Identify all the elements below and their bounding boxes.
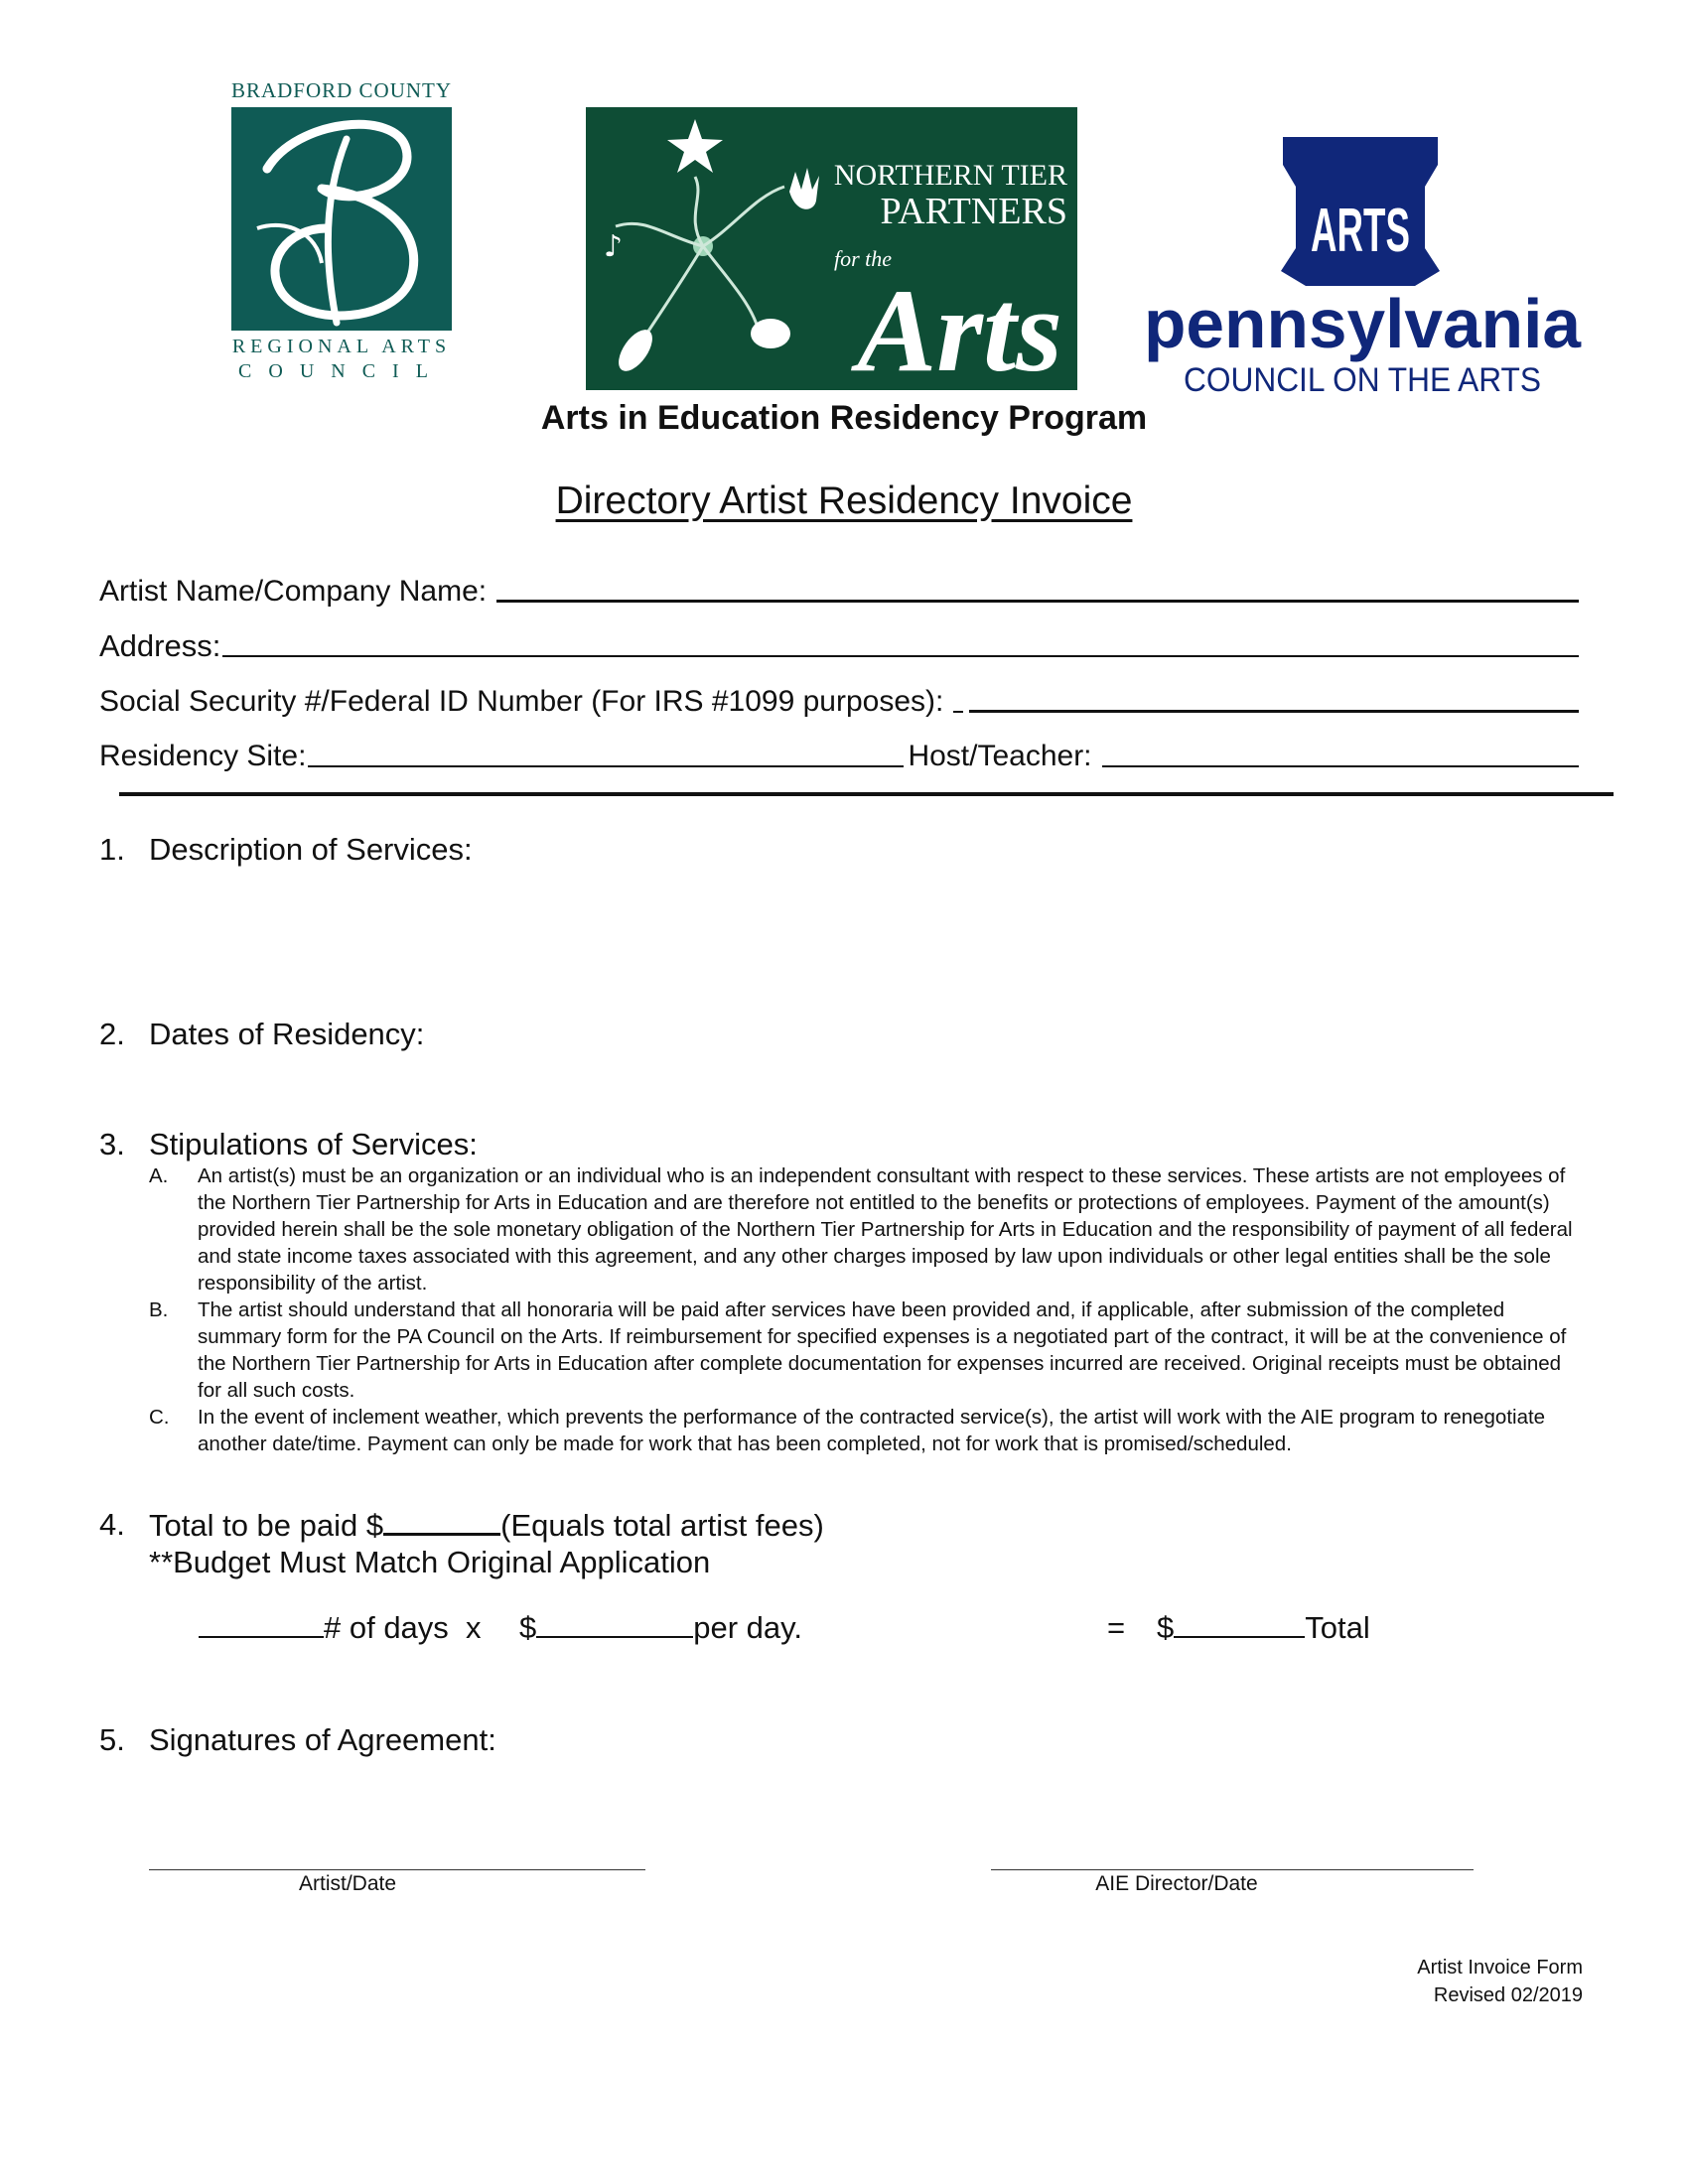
stipulation-b-letter: B. (149, 1298, 169, 1321)
section-5-number: 5. (99, 1722, 125, 1757)
palette-icon (751, 319, 790, 348)
address-row (99, 617, 1579, 663)
address-label: Address: (99, 628, 221, 663)
total-paid-line (149, 1507, 824, 1544)
ntp-line3: for the (834, 246, 893, 271)
days-label: # of days (324, 1610, 449, 1645)
total-paid-prefix: Total to be paid $ (149, 1508, 384, 1543)
footer-form-name: Artist Invoice Form (1417, 1957, 1583, 1979)
rate-dollar: $ (519, 1610, 537, 1645)
days-field[interactable] (199, 1610, 324, 1638)
per-day-label: per day. (693, 1610, 802, 1645)
section-5-title: Signatures of Agreement: (149, 1722, 496, 1757)
northern-tier-partners-logo (586, 107, 1077, 390)
total-paid-suffix: (Equals total artist fees) (500, 1508, 824, 1543)
artist-name-label: Artist Name/Company Name: (99, 575, 488, 608)
header-divider (119, 792, 1614, 796)
ntp-arts-word: Arts (857, 264, 1062, 390)
stipulation-a-text: An artist(s) must be an organization or an individual who is an independent consultant with respect to these services. These artists are not employees of the Northern Tier Partnership for Arts in Education and are therefore not entitled to the benefits or protections of employees. Payment of the amount(s) provided herein shall be the sole monetary obligation of the Northern Tier Partnership for Arts in Education and the responsibility of payment of all federal and state income taxes associated with this agreement, and any other charges imposed by law upon individuals or other legal entities shall be the sole responsibility of the artist. (198, 1164, 1573, 1295)
director-signature-line[interactable] (991, 1869, 1474, 1870)
per-day-line (519, 1610, 802, 1646)
residency-site-label: Residency Site: (99, 740, 307, 772)
total-label: Total (1305, 1610, 1370, 1645)
bradford-logo-top-text: BRADFORD COUNTY (230, 79, 453, 102)
pca-sub-text: COUNCIL ON THE ARTS (1184, 361, 1541, 395)
ssn-field-dash (953, 711, 963, 713)
total-line (1157, 1610, 1370, 1646)
days-line (199, 1610, 449, 1646)
host-teacher-label: Host/Teacher: (908, 740, 1092, 772)
music-note-icon: ♪ (604, 229, 624, 264)
footer-revision: Revised 02/2019 (1433, 1984, 1583, 2006)
host-teacher-field[interactable] (1102, 765, 1579, 767)
total-field[interactable] (1174, 1610, 1305, 1638)
program-title: Arts in Education Residency Program (540, 399, 1148, 437)
budget-note: **Budget Must Match Original Application (149, 1545, 711, 1579)
stipulation-a-letter: A. (149, 1164, 169, 1187)
bradford-logo-bottom-text-1: REGIONAL ARTS (231, 336, 452, 357)
artist-name-field[interactable] (496, 600, 1579, 603)
rate-field[interactable] (536, 1610, 693, 1638)
ssn-label: Social Security #/Federal ID Number (For IRS #1099 purposes): (99, 685, 944, 718)
artist-signature-label: Artist/Date (298, 1872, 397, 1895)
equals-sign: = (1107, 1610, 1126, 1645)
artist-name-row (99, 563, 1579, 609)
total-paid-field[interactable] (383, 1507, 500, 1536)
stipulation-c-letter: C. (149, 1406, 170, 1429)
pennsylvania-council-arts-logo (1137, 137, 1589, 395)
ntp-line2: PARTNERS (880, 191, 1067, 232)
section-2-number: 2. (99, 1017, 125, 1051)
director-signature-label: AIE Director/Date (1095, 1872, 1258, 1895)
total-dollar: $ (1157, 1610, 1175, 1645)
invoice-title: Directory Artist Residency Invoice (555, 479, 1133, 522)
pca-badge-text: ARTS (1311, 197, 1410, 265)
bradford-county-logo (227, 79, 456, 382)
stipulation-c-text: In the event of inclement weather, which prevents the performance of the contracted service(s), the artist will work with the AIE program to renegotiate another date/time. Payment can only be made for work that has been completed, not for work that is promised/scheduled. (198, 1406, 1546, 1455)
times-sign: x (466, 1610, 482, 1645)
ssn-row (99, 673, 1579, 719)
address-field[interactable] (222, 655, 1579, 657)
section-1-number: 1. (99, 832, 125, 867)
bradford-logo-square (231, 107, 452, 331)
ntp-line1: NORTHERN TIER (833, 159, 1067, 192)
residency-site-field[interactable] (308, 765, 904, 767)
section-4-number: 4. (99, 1507, 125, 1542)
artist-signature-line[interactable] (149, 1869, 645, 1870)
pca-name-text: pennsylvania (1144, 285, 1583, 362)
ssn-field[interactable] (969, 710, 1579, 713)
residency-site-row (99, 728, 1579, 773)
section-2-title: Dates of Residency: (149, 1017, 425, 1051)
form-footer (1417, 1954, 1583, 2009)
section-3-title: Stipulations of Services: (149, 1127, 478, 1161)
bradford-logo-bottom-text-2: COUNCIL (238, 360, 445, 382)
section-1-title: Description of Services: (149, 832, 473, 867)
stipulation-b-text: The artist should understand that all honoraria will be paid after services have been provided and, if applicable, after submission of the completed summary form for the PA Council on the Arts. If reimbursement for specified expenses is a negotiated part of the contract, it will be at the convenience of the Northern Tier Partnership for Arts in Education after complete documentation for expenses incurred are received. Original receipts must be obtained for all such costs. (198, 1298, 1567, 1402)
section-3-number: 3. (99, 1127, 125, 1161)
